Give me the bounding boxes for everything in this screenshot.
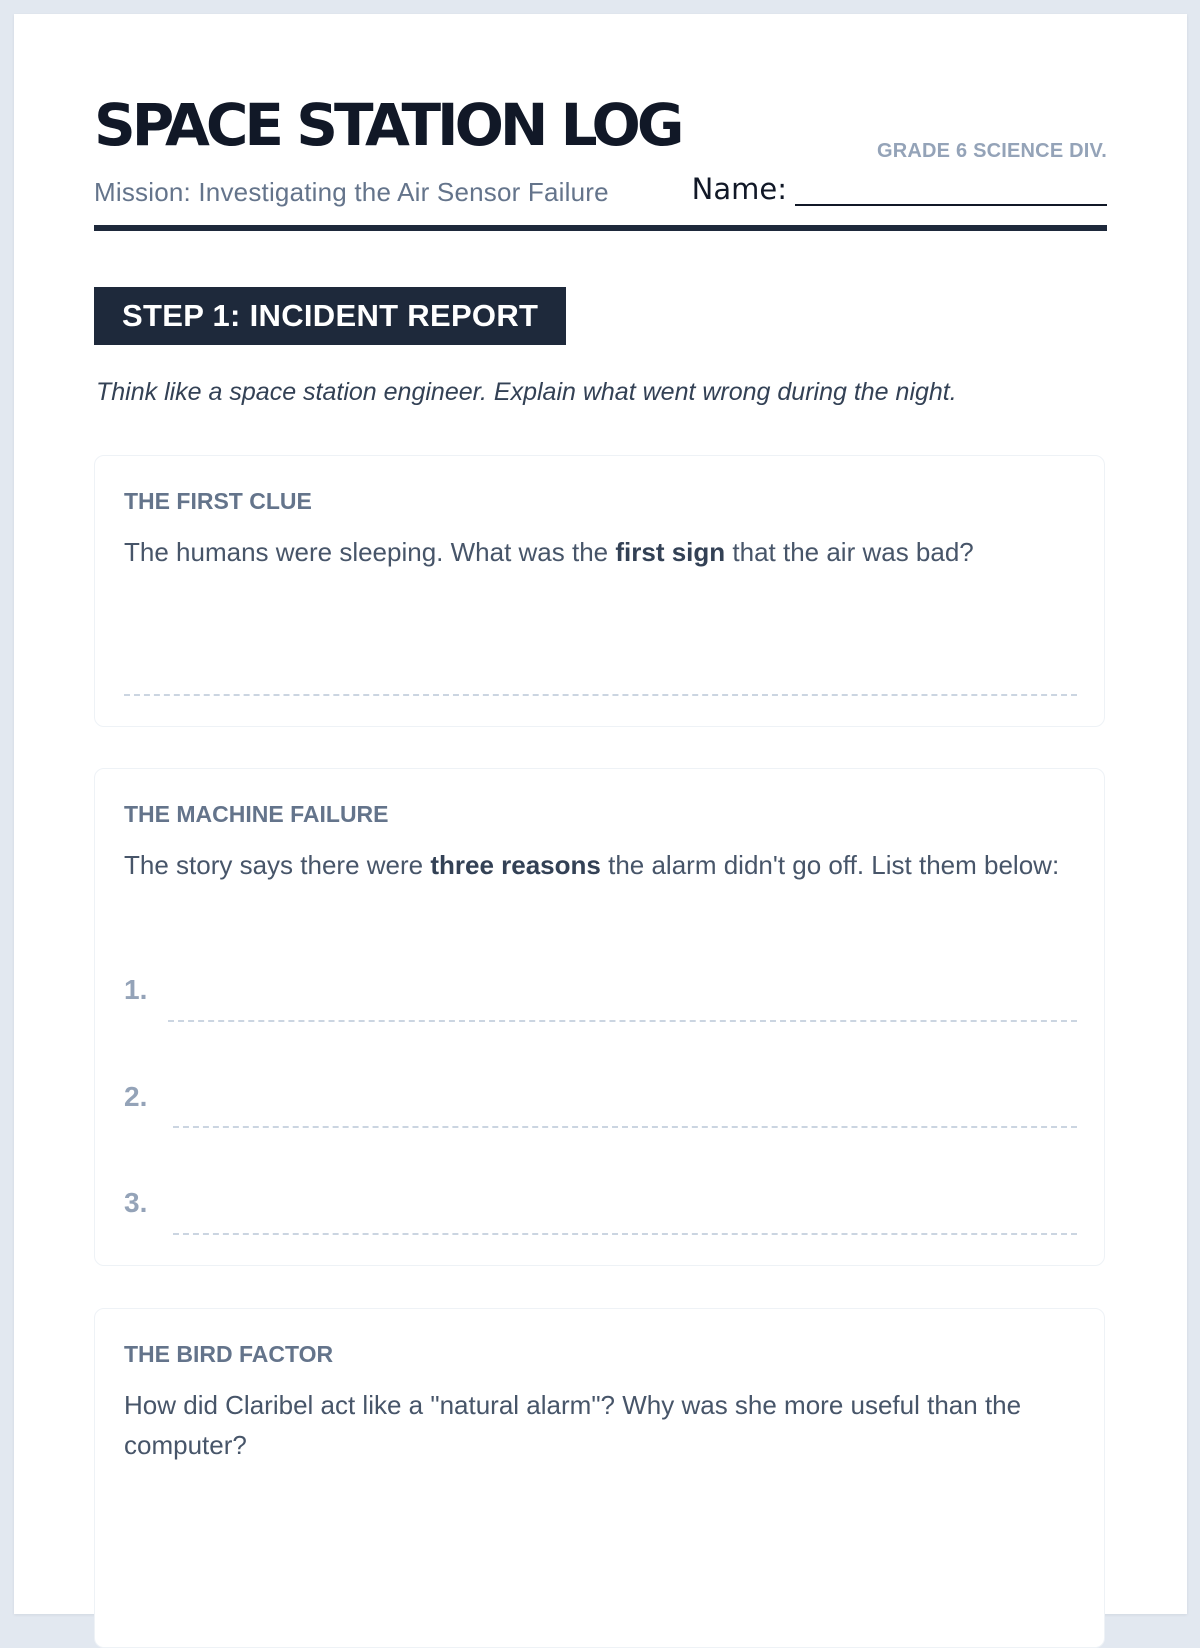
card-prompt [124, 532, 1064, 572]
step-intro: Think like a space station engineer. Explain what went wrong during the night. [96, 378, 957, 406]
worksheet-page [14, 14, 1187, 1614]
bird-factor-card [94, 1308, 1105, 1648]
machine-failure-card [94, 768, 1105, 1266]
card-prompt: How did Claribel act like a "natural alarm"? Why was she more useful than the computer? [124, 1390, 1022, 1460]
prompt-text: The story says there were [124, 850, 431, 880]
prompt-text: that the air was bad? [725, 537, 974, 567]
first-clue-card [94, 455, 1105, 727]
prompt-text: The humans were sleeping. What was the [124, 537, 616, 567]
prompt-emphasis: first sign [615, 537, 726, 567]
list-number: 3. [124, 1187, 148, 1218]
page-title: SPACE STATION LOG [94, 91, 681, 159]
list-number: 2. [124, 1081, 148, 1112]
step-banner: STEP 1: INCIDENT REPORT [94, 287, 566, 345]
answer-line[interactable] [173, 1233, 1077, 1235]
name-field[interactable] [692, 172, 1107, 206]
card-title: THE FIRST CLUE [124, 488, 312, 514]
mission-subtitle: Mission: Investigating the Air Sensor Failure [94, 177, 609, 207]
name-write-line[interactable] [795, 174, 1107, 206]
answer-line[interactable] [173, 1126, 1077, 1128]
header-divider [94, 225, 1107, 231]
list-number: 1. [124, 974, 148, 1005]
card-title: THE BIRD FACTOR [124, 1341, 334, 1367]
prompt-emphasis: three reasons [430, 850, 601, 880]
prompt-text: the alarm didn't go off. List them below: [600, 850, 1060, 880]
answer-line[interactable] [124, 694, 1077, 696]
card-title: THE MACHINE FAILURE [124, 801, 389, 827]
card-prompt [124, 845, 1064, 885]
worksheet-header [94, 91, 1107, 216]
grade-division-label: GRADE 6 SCIENCE DIV. [877, 140, 1107, 162]
name-label: Name: [691, 172, 787, 206]
answer-line[interactable] [168, 1020, 1077, 1022]
